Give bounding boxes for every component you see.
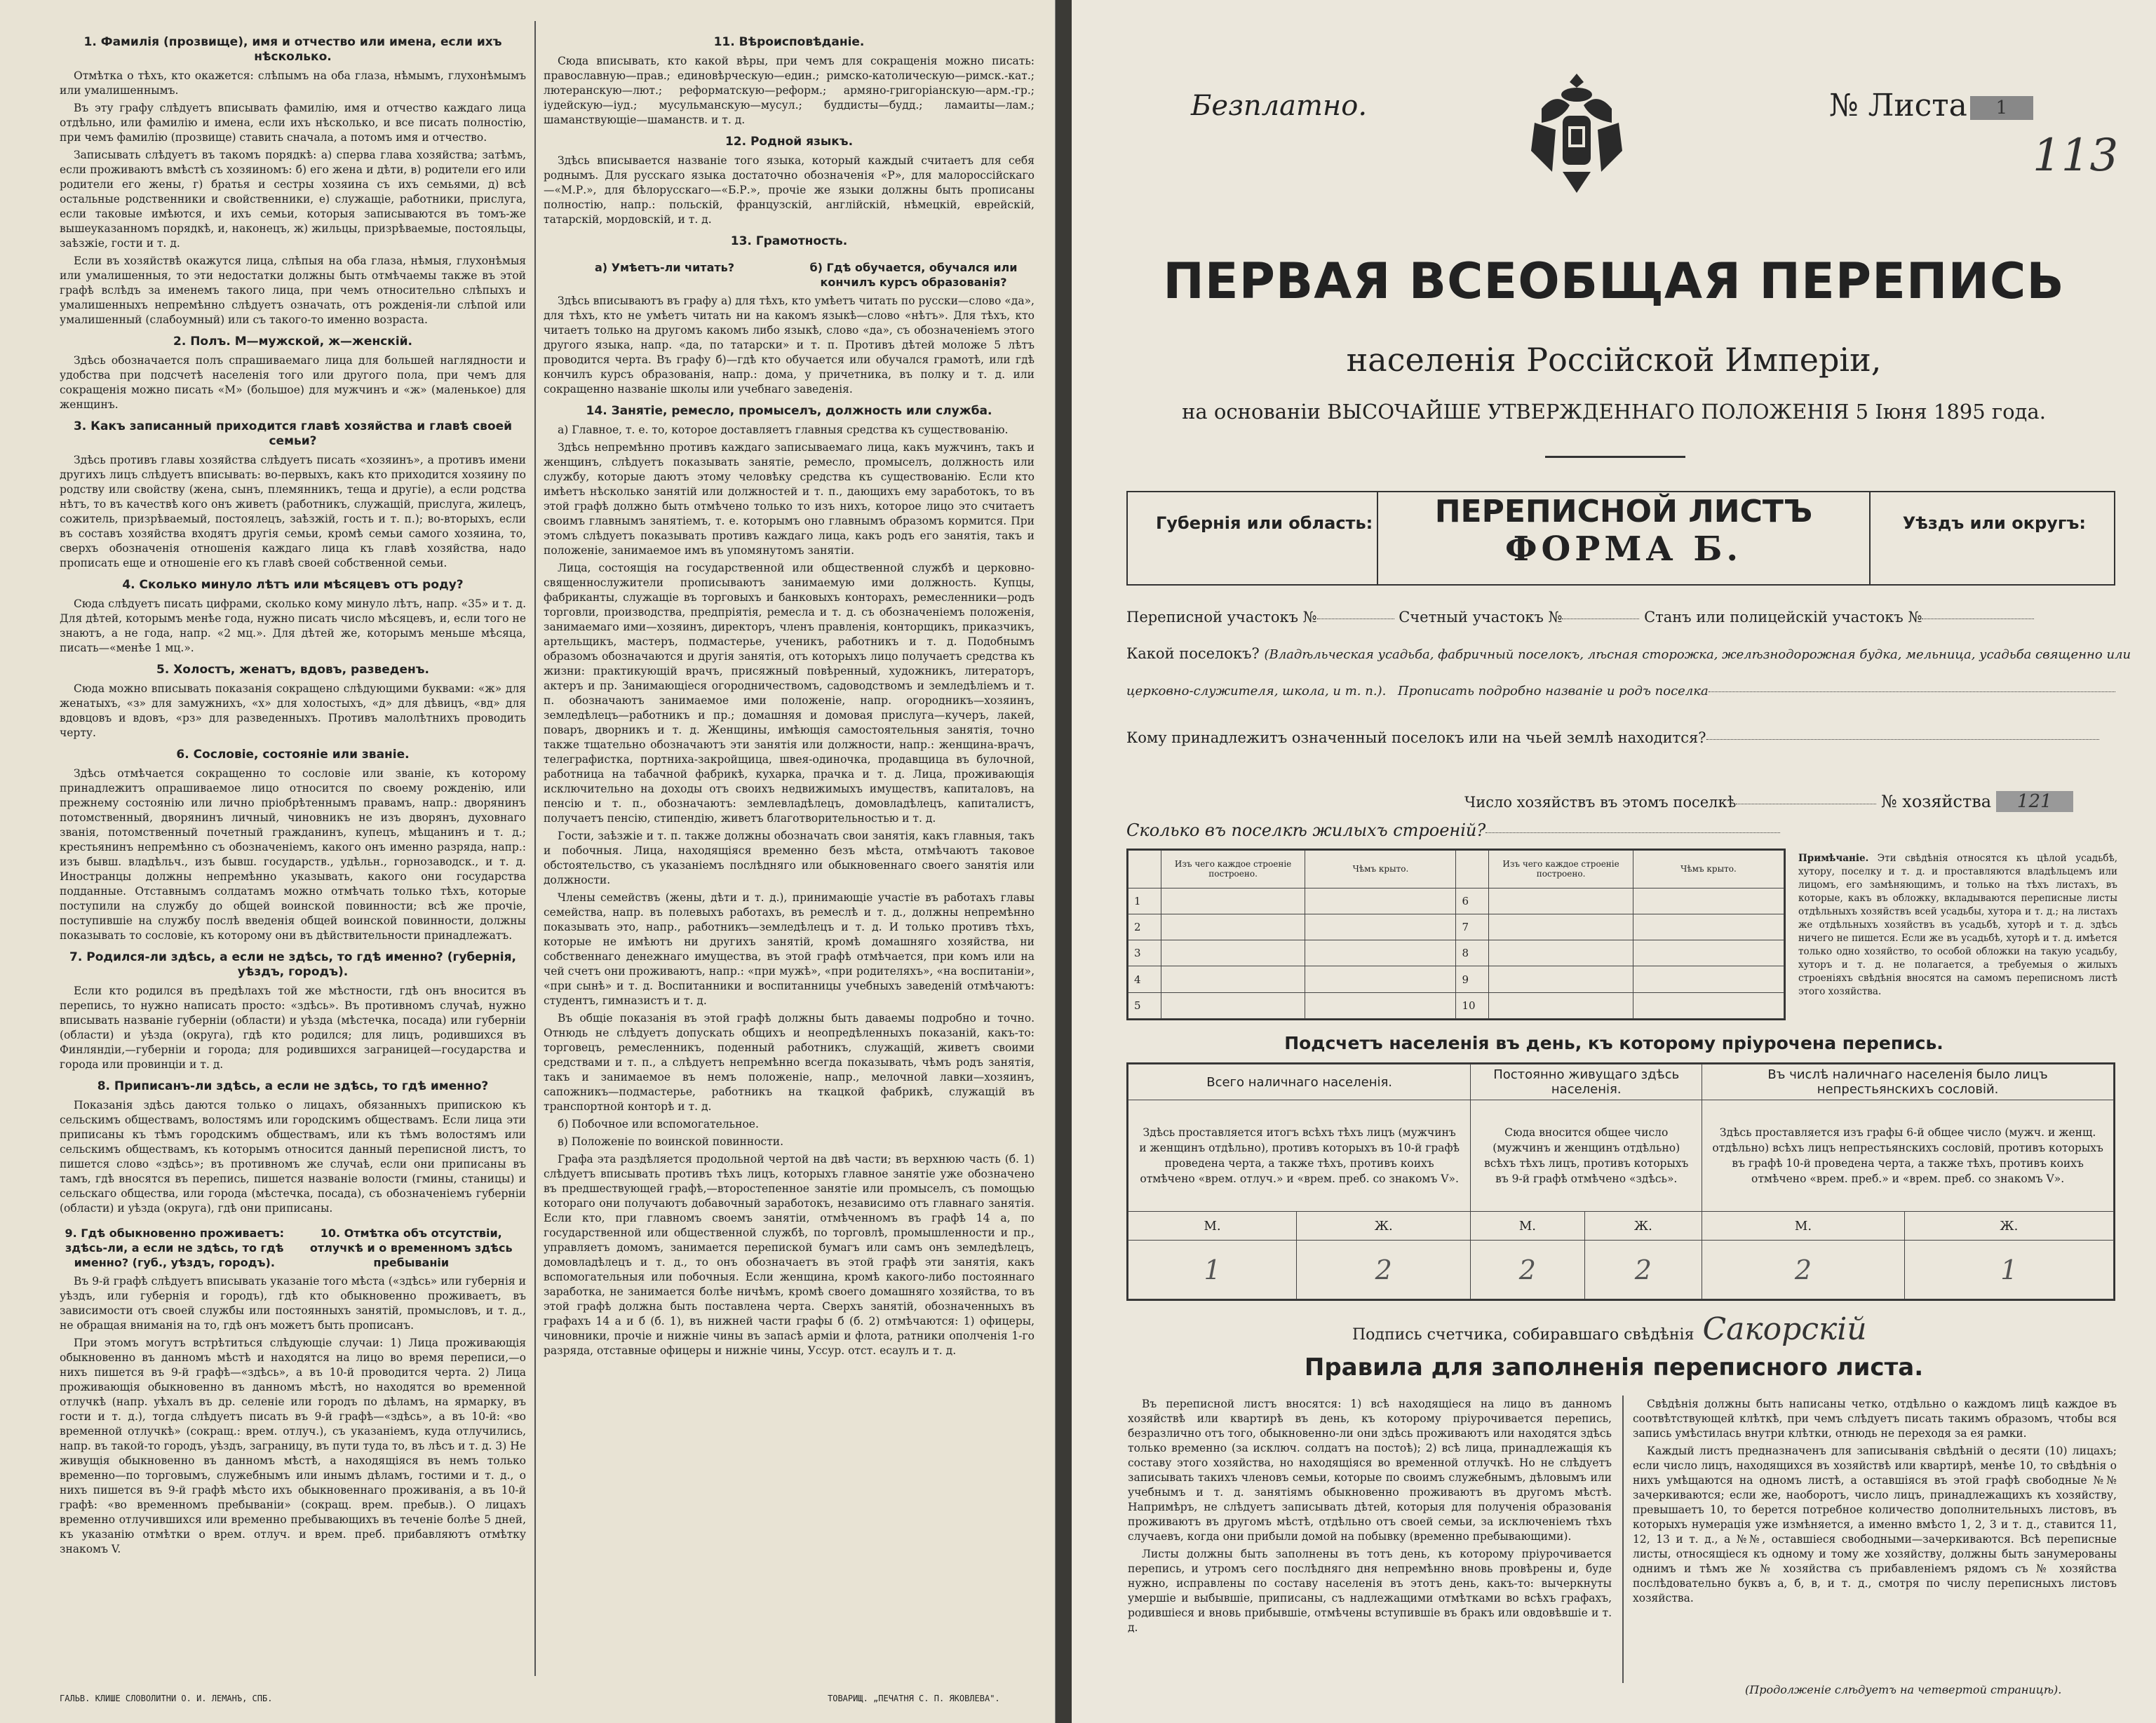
section-heading: 12. Родной языкъ. [725, 135, 854, 149]
section-paragraph: Въ 9-й графѣ слѣдуетъ вписывать указаніе того мѣста («здѣсь» или губернія и уѣздъ, или губернія и городъ), гдѣ кто обыкновенно проживаетъ, въ зависимости отъ своей службы или постоянныхъ занятій, промысловъ, и т. д., не обращая вниманія на то, гдѣ онъ можетъ быть прописанъ. [60, 1275, 526, 1332]
census-decree: на основаніи ВЫСОЧАЙШЕ УТВЕРЖДЕННАГО ПОЛОЖЕНІЯ 5 Іюня 1895 года. [1182, 400, 2046, 424]
literacy-subheading: б) Гдѣ обучается, обучался или кончилъ курсъ образованія? [809, 261, 1018, 289]
roof-header-left: Чѣмъ крыто. [1305, 851, 1456, 888]
section-paragraph: Сюда вписывать, кто какой вѣры, при чемъ для сокращенія можно писать: православную—прав.; единовѣрческую—един.; римско-католическую—римск.-кат.; лютеранскую—лют.; реформатскую—реформ.; армяно-григоріанскую—арм.-гр.; іудейскую—іуд.; мусульманскую—мусул.; буддисты—будд.; ламаиты—лам.; шаманствующіе—шаманств. и т. д. [544, 55, 1035, 126]
section-paragraph: Здѣсь вписываютъ въ графу а) для тѣхъ, кто умѣетъ читать по русски—слово «да», для тѣхъ, кто не умѣетъ читать ни на какомъ языкѣ—слово «нѣтъ». Для тѣхъ, кто читаетъ только на другомъ какомъ либо языкѣ, слово «да», съ обозначеніемъ этого другого языка, напр. «да, по татарски» и т. п. Противъ дѣтей моложе 5 лѣтъ проводится черта. Въ графу б)—гдѣ кто обучается или обучался грамотѣ, или гдѣ кончилъ курсъ образованія, напр.: дома, у причетника, въ полку и т. д. или сокращенно названіе школы или учебнаго заведенія. [544, 295, 1035, 396]
continued-note: (Продолженіе слѣдуетъ на четвертой страницѣ). [1745, 1683, 2062, 1696]
section-heading: 9. Гдѣ обыкновенно проживаетъ: здѣсь-ли, а если не здѣсь, то гдѣ именно? (губ., уѣздъ, городъ). [65, 1227, 285, 1269]
form-title-box [1377, 491, 1871, 586]
section-paragraph: Въ эту графу слѣдуетъ вписывать фамилію, имя и отчество каждаго лица отдѣльно, или фамилію и имена, если ихъ нѣсколько, и все писать полностію, при чемъ фамилію (прозвище) ставить сначала, а потомъ имя и отчество. [60, 102, 526, 144]
non-peasant-header: Въ числѣ наличнаго населенія было лицъ непрестьянскихъ сословій. [1702, 1065, 2114, 1100]
section-heading: 11. Вѣроисповѣданіе. [713, 35, 865, 49]
material-header-right: Изъ чего каждое строеніе построено. [1489, 851, 1633, 888]
section-paragraph: Здѣсь непремѣнно противъ каждаго записываемаго лица, какъ мужчинъ, такъ и женщинъ, слѣдуетъ показывать занятіе, ремесло, промыселъ, должность или службу, которые даютъ этому человѣку средства къ существованію. Если кто имѣетъ нѣсколько занятій или должностей и т. п., дающихъ ему заработокъ, то въ этой графѣ должно быть отмѣчено только то изъ нихъ, которое лицо это считаетъ своимъ главнымъ занятіемъ, т. е. которымъ оно главнымъ образомъ кормится. При этомъ слѣдуетъ показывать противъ каждаго лица, какъ родъ его занятія, такъ и положеніе, занимаемое имъ въ упомянутомъ занятіи. [544, 441, 1035, 557]
imprint-right: ТОВАРИЩ. „ПЕЧАТНЯ С. П. ЯКОВЛЕВА". [828, 1694, 1000, 1703]
column-divider [534, 21, 536, 1676]
rules-divider [1622, 1396, 1624, 1683]
literacy-subheading: а) Умѣетъ-ли читать? [594, 261, 735, 274]
section-paragraph: Гости, заѣзжіе и т. п. также должны обозначать свои занятія, какъ главныя, такъ и побочныя. Лица, находящіяся временно безъ мѣста, отмѣчаютъ таковое обстоятельство, съ указаніемъ послѣдняго или обыкновеннаго своего занятія или должности. [544, 830, 1035, 886]
section-paragraph: Если въ хозяйствѣ окажутся лица, слѣпыя на оба глаза, нѣмыя, глухонѣмыя или умалишенныя, то эти недостатки должны быть отмѣчаемы также въ этой графѣ вслѣдъ за именемъ такого лица, при чемъ относительно слѣпыхъ и умалишенныхъ непремѣнно слѣдуетъ означать, отъ рожденія-ли слѣпой или умалишенный (слабоумный) или съ такого-то именно возраста. [60, 255, 526, 326]
resident-male-value: 2 [1471, 1241, 1584, 1299]
section-heading: 4. Сколько минуло лѣтъ или мѣсяцевъ отъ роду? [122, 578, 464, 592]
section-heading: 3. Какъ записанный приходится главѣ хозяйства и главѣ своей семьи? [73, 419, 513, 448]
section-paragraph: в) Положеніе по воинской повинности. [558, 1135, 784, 1148]
counting-district-label: Счетный участокъ № [1399, 609, 1563, 626]
settlement-hint-3: Прописать подробно названіе и родъ поселка [1398, 684, 1709, 698]
police-district-label: Станъ или полицейскій участокъ № [1644, 609, 1922, 626]
book-binding [1056, 0, 1072, 1723]
section-paragraph: Здѣсь вписывается названіе того языка, который каждый считаетъ для себя роднымъ. Для русскаго языка достаточно обозначенія «Р», для малороссійскаго—«М.Р.», для бѣлорусскаго—«Б.Р.», прочіе же языки должны быть прописаны полностію, напр.: польскій, французскій, англійскій, нѣмецкій, еврейскій, татарскій, мордовскій, и т. д. [544, 154, 1035, 226]
household-number-value: 121 [1996, 791, 2073, 812]
building-roof-cell [1633, 992, 1784, 1018]
signature-label: Подпись счетчика, собиравшаго свѣдѣнія [1352, 1326, 1695, 1344]
section-paragraph: Если кто родился въ предѣлахъ той же мѣстности, гдѣ онъ вносится въ перепись, то нужно написать просто: «здѣсь». Въ противномъ случаѣ, нужно вписывать названіе губерніи (области) и уѣзда (мѣстечка, посада) или губерніи (области) и уѣзда (округа), гдѣ кто родился; для лицъ, родившихся въ Финляндіи,—губерніи и города; для родившихся заграницей—государства и города или провинціи и т. д. [60, 985, 526, 1071]
building-number: 4 [1128, 966, 1161, 992]
male-header: М. [1128, 1212, 1297, 1241]
owner-label: Кому принадлежитъ означенный поселокъ или на чьей землѣ находится? [1126, 729, 1706, 746]
building-number: 8 [1456, 940, 1489, 966]
building-row [1128, 966, 1784, 992]
section-heading: 5. Холостъ, женатъ, вдовъ, разведенъ. [156, 663, 429, 677]
households-line [1464, 791, 2073, 812]
building-material-cell [1489, 992, 1633, 1018]
building-roof-cell [1305, 966, 1456, 992]
section-heading: 1. Фамилія (прозвище), имя и отчество или имена, если ихъ нѣсколько. [83, 35, 502, 64]
rules-column-left [1128, 1397, 1612, 1638]
building-material-cell [1489, 966, 1633, 992]
form-header-box [1126, 491, 2115, 586]
section-heading: 7. Родился-ли здѣсь, а если не здѣсь, то гдѣ именно? (губернія, уѣздъ, городъ). [69, 950, 516, 979]
settlement-line-2 [1126, 682, 2115, 698]
building-roof-cell [1633, 940, 1784, 966]
section-paragraph: а) Главное, т. е. то, которое доставляетъ главныя средства къ существованію. [558, 424, 1009, 436]
rule-paragraph: Свѣдѣнія должны быть написаны четко, отдѣльно о каждомъ лицѣ каждое въ соотвѣтствующей клѣткѣ, при чемъ слѣдуетъ писать такимъ образомъ, чтобы вся запись умѣстилась внутри клѣтки, отнюдь не переходя за ея рамки. [1633, 1398, 2117, 1440]
building-number: 3 [1128, 940, 1161, 966]
building-number: 2 [1128, 914, 1161, 940]
population-count-heading: Подсчетъ населенія въ день, къ которому пріурочена перепись. [1284, 1033, 1943, 1053]
building-number: 6 [1456, 888, 1489, 914]
right-page [1072, 0, 2156, 1723]
building-roof-cell [1305, 992, 1456, 1018]
building-number: 9 [1456, 966, 1489, 992]
imprint-left: ГАЛЬВ. КЛИШЕ СЛОВОЛИТНИ О. И. ЛЕМАНЪ, СПБ. [60, 1694, 273, 1703]
handwritten-sheet-number: 113 [2033, 130, 2119, 182]
section-paragraph: Лица, состоящія на государственной или общественной службѣ и церковно-священнослужители прописываютъ занимаемую ими должность. Купцы, фабриканты, служащіе въ торговыхъ и банковыхъ конторахъ, ремесленники—родъ торговли, производства, предпріятія, ремесла и т. д. съ обозначеніемъ положенія, занимаемаго ими—хозяинъ, директоръ, членъ правленія, конторщикъ, приказчикъ, артельщикъ, мастеръ, подмастерье, ученикъ, работникъ и т. д. Подобнымъ образомъ обозначаются и другія занятія, отъ которыхъ лицо получаетъ средства къ жизни: практикующій врачъ, присяжный повѣренный, художникъ, литераторъ, актеръ и пр. Занимающіеся огородничествомъ, садоводствомъ и земледѣліемъ и т. п. обозначаютъ занимаемое ими положеніе, напр. огородникъ—хозяинъ, земледѣлецъ—работникъ и пр.; домашняя и домовая прислуга—кучеръ, лакей, поваръ, дворникъ и т. д. Женщины, имѣющія самостоятельныя занятія, точно также тщательно обозначаютъ эти занятія или должности, напр.: женщина-врачъ, телеграфистка, портниха-закройщица, швея-одиночка, продавщица въ булочной, работница на табачной фабрикѣ, кухарка, прачка и т. д. Лица, проживающія исключительно на доходы отъ своихъ недвижимыхъ имуществъ, капиталовъ, на пенсію и т. п., обозначаютъ: землевладѣлецъ, домовладѣлецъ, капиталистъ, получаетъ пенсію, стипендію, живетъ благотворительностью и т. д. [544, 562, 1035, 825]
present-population-desc: Здѣсь проставляется итогъ всѣхъ тѣхъ лицъ (мужчинъ и женщинъ отдѣльно), противъ которыхъ въ 10-й графѣ проведена черта, а также тѣхъ, противъ коихъ отмѣчено «врем. отлуч.» и «врем. преб. со знакомъ V». [1128, 1100, 1471, 1212]
section-paragraph: Отмѣтка о тѣхъ, кто окажется: слѣпымъ на оба глаза, нѣмымъ, глухонѣмымъ или умалишеннымъ. [60, 69, 526, 97]
section-heading-pair [60, 1219, 526, 1274]
building-material-cell [1161, 940, 1305, 966]
building-material-cell [1489, 940, 1633, 966]
census-title: ПЕРВАЯ ВСЕОБЩАЯ ПЕРЕПИСЬ [1163, 252, 2065, 310]
district-line [1126, 609, 2034, 626]
buildings-table [1126, 849, 1786, 1020]
building-material-cell [1161, 888, 1305, 914]
rules-column-right [1633, 1397, 2117, 1609]
section-heading: 10. Отмѣтка объ отсутствіи, отлучкѣ и о временномъ здѣсь пребываніи [309, 1227, 513, 1269]
building-row [1128, 992, 1784, 1018]
section-paragraph: При этомъ могутъ встрѣтиться слѣдующіе случаи: 1) Лица проживающія обыкновенно въ данномъ мѣстѣ и находятся на лицо во время переписи,—о нихъ пишется въ 9-й графѣ—«здѣсь», а въ 10-й проводится черта. 2) Лица проживающія обыкновенно въ данномъ мѣстѣ, но находятся во временной отлучкѣ (напр. уѣхалъ въ др. селеніе или городъ по дѣламъ, на ярмарку, въ гости и т. д.), тогда слѣдуетъ писать въ 9-й графѣ—«здѣсь», а въ 10-й: «во временной отлучкѣ» (сокращ.: врем. отлуч.), съ указаніемъ, куда отлучились, напр. въ такой-то городъ, уѣздъ, заграницу, въ пути туда то, въ лѣсъ и т. д. 3) Не живущія обыкновенно въ данномъ мѣстѣ, а находящіяся въ немъ только временно—по торговымъ, служебнымъ или инымъ дѣламъ, гостими и т. д., о нихъ пишется въ 9-й графѣ мѣсто ихъ обыкновеннаго проживанія, а въ 10-й графѣ: «во временномъ пребываніи» (сокращ. врем. пребыв.). О лицахъ временно отлучившихся или временно пребывающихъ въ теченіе болѣе 5 дней, къ указанію отмѣтки о врем. отлуч. и врем. преб. прибавляютъ отмѣтку знакомъ V. [60, 1337, 526, 1555]
building-roof-cell [1305, 940, 1456, 966]
section-paragraph: Въ общіе показанія въ этой графѣ должны быть даваемы подробно и точно. Отнюдь не слѣдуетъ допускать общихъ и неопредѣленныхъ показаній, какъ-то: торговецъ, ремесленникъ, поденный работникъ, служащій, живетъ своими средствами и т. п., а слѣдуетъ непремѣнно всегда показывать, чѣмъ родъ занятія, такъ и занимаемое въ немъ положеніе, напр., мелочной лавки—хозяинъ, сапожникъ—подмастерье, работникъ на ткацкой фабрикѣ, служащій въ транспортной конторѣ и т. д. [544, 1012, 1035, 1113]
section-paragraph: Здѣсь обозначается полъ спрашиваемаго лица для большей наглядности и удобства при подсчетѣ населенія того или другого пола, при чемъ для сокращенія можно писать «М» (большое) для мужчинъ и «ж» (маленькое) для женщинъ. [60, 354, 526, 411]
building-roof-cell [1633, 914, 1784, 940]
sheet-number-label: № Листа [1829, 88, 1967, 123]
household-number-label: № хозяйства [1880, 792, 1992, 811]
left-page [0, 0, 1056, 1723]
building-number: 5 [1128, 992, 1161, 1018]
section-heading: 8. Приписанъ-ли здѣсь, а если не здѣсь, то гдѣ именно? [97, 1079, 489, 1093]
enumerator-signature-line [1352, 1311, 1867, 1347]
female-header: Ж. [1584, 1212, 1702, 1241]
building-material-cell [1161, 992, 1305, 1018]
settlement-line [1126, 645, 2131, 662]
non-peasant-male-value: 2 [1702, 1241, 1905, 1299]
male-header: М. [1702, 1212, 1905, 1241]
section-paragraph: Сюда слѣдуетъ писать цифрами, сколько кому минуло лѣтъ, напр. «35» и т. д. Для дѣтей, которымъ менѣе года, нужно писать число мѣсяцевъ, и, если того не знаютъ, а не года, напр. «2 мц.». Для дѣтей же, которымъ меньше мѣсяца, писать—«менѣе 1 мц.». [60, 597, 526, 654]
form-title: ПЕРЕПИСНОЙ ЛИСТЪ [1434, 494, 1813, 529]
note-title: Примѣчаніе. [1798, 853, 1869, 864]
present-male-value: 1 [1128, 1241, 1297, 1299]
roof-header-right: Чѣмъ крыто. [1633, 851, 1784, 888]
rule-paragraph: Листы должны быть заполнены въ тотъ день, къ которому пріурочивается перепись, и утромъ сего послѣдняго дня непремѣнно вновь провѣрены и, буде нужно, исправлены по составу населенія въ этотъ день, какъ-то: вычеркнуты умершіе и выбывшіе, приписаны, съ надлежащими отмѣтками во всѣхъ графахъ, родившіеся и вновь прибывшіе, отмѣчены вступившіе въ бракъ или овдовѣвшіе и т. д. [1128, 1548, 1612, 1634]
building-row [1128, 940, 1784, 966]
section-heading: 13. Грамотность. [730, 234, 848, 248]
settlement-label: Какой поселокъ? [1126, 645, 1260, 662]
signature: Сакорскій [1702, 1311, 1867, 1347]
building-material-cell [1161, 966, 1305, 992]
sheet-number-stamp: 1 [1970, 96, 2033, 120]
settlement-hint-2: церковно-служителя, школа, и т. п.). [1126, 684, 1387, 698]
non-peasant-female-value: 1 [1904, 1241, 2113, 1299]
section-paragraph: б) Побочное или вспомогательное. [558, 1118, 759, 1130]
building-material-cell [1489, 888, 1633, 914]
census-subtitle: населенія Россійской Имперіи, [1346, 341, 1882, 379]
section-paragraph: Здѣсь отмѣчается сокращенно то сословіе или званіе, къ которому принадлежитъ опрашиваемое лицо относится по своему рожденію, или прежнему состоянію или лично пріобрѣтеннымъ правамъ, напр.: дворянинъ потомственный, дворянинъ личный, чиновникъ не изъ дворянъ, духовнаго званія, потомственный почетный гражданинъ, купецъ, мѣщанинъ и т. д.; крестьянинъ непремѣнно съ обозначеніемъ, какого онъ именно разряда, напр.: изъ бывш. владѣльч., изъ бывш. государств., удѣльн., горнозаводск., и т. д. Иностранцы должны непремѣнно указывать, какого они государства подданные. Отставнымъ солдатамъ можно отмѣчать только тѣхъ, которые поступили на службу до общей воинской повинности; всѣ же прочіе, поступившіе на службу послѣ введенія общей воинской повинности, должны показывать то сословіе, къ которому они въ дѣйствительности принадлежатъ. [60, 767, 526, 942]
resident-population-header: Постоянно живущаго здѣсь населенія. [1471, 1065, 1702, 1100]
section-paragraph: Показанія здѣсь даются только о лицахъ, обязанныхъ припискою къ сельскимъ обществамъ, волостямъ или городскимъ обществамъ. Если лица эти приписаны къ тѣмъ городскимъ обществамъ, или къ тѣмъ волостямъ или сельскимъ обществамъ, къ которымъ относится данный переписной листъ, то пишется слово «здѣсь»; въ противномъ же случаѣ, если они приписаны въ тамъ, гдѣ вносятся въ перепись, пишется названіе волости (гмины, станицы) и сельскаго общества, или города (мѣстечка, посада), съ обозначеніемъ губерніи (области) и уѣзда (округа), гдѣ они приписаны. [60, 1099, 526, 1215]
buildings-line [1126, 820, 1780, 840]
owner-line [1126, 729, 2099, 746]
present-female-value: 2 [1297, 1241, 1471, 1299]
building-number: 7 [1456, 914, 1489, 940]
literacy-subheadings [544, 253, 1035, 294]
building-material-cell [1161, 914, 1305, 940]
census-district-label: Переписной участокъ № [1126, 609, 1317, 626]
rules-heading: Правила для заполненія переписного листа. [1304, 1353, 1924, 1381]
double-headed-eagle-icon [1521, 67, 1633, 200]
male-header: М. [1471, 1212, 1584, 1241]
building-number: 1 [1128, 888, 1161, 914]
households-count-label: Число хозяйствъ въ этомъ поселкѣ [1464, 794, 1737, 811]
section-heading: 2. Полъ. М—мужской, ж—женскій. [173, 335, 413, 349]
section-heading: 6. Сословіе, состояніе или званіе. [176, 748, 410, 762]
instructions-column-right [544, 28, 1035, 1660]
free-label: Безплатно. [1191, 90, 1368, 122]
section-paragraph: Здѣсь противъ главы хозяйства слѣдуетъ писать «хозяинъ», а противъ имени другихъ лицъ слѣдуетъ вписывать: во-первыхъ, какъ кто приходится хозяину по родству или свойству (жена, сынъ, племянникъ, теща и другіе), а если родства нѣтъ, то въ качествѣ кого онъ живетъ (работникъ, служащій, прислуга, жилецъ, сожитель, призрѣваемый, постоялецъ, заѣзжій, гость и т. п.); во-вторыхъ, если въ составъ хозяйства входятъ другія семьи, кромѣ семьи самого хозяина, то, сверхъ обозначенія отношенія каждаго лица къ главѣ хозяйства, надо прописать еще и отношеніе его къ главѣ своей собственной семьи. [60, 454, 526, 569]
resident-female-value: 2 [1584, 1241, 1702, 1299]
female-header: Ж. [1904, 1212, 2113, 1241]
section-paragraph: Графа эта раздѣляется продольной чертой на двѣ части; въ верхнюю часть (б. 1) слѣдуетъ вписывать противъ тѣхъ лицъ, которыхъ главное занятіе уже обозначено въ предшествующей графѣ,—второстепенное занятіе или промыселъ, съ помощью котораго они получаютъ добавочный заработокъ, независимо отъ главнаго занятія. Если кто, при главномъ своемъ занятіи, отмѣченномъ въ графѣ 14 а, по государственной или общественной службѣ, по торговлѣ, промышленности и пр., управляетъ домомъ, занимается перепиской бумагъ или самъ онъ земледѣлецъ, домовладѣлецъ и т. д., то онъ обозначаетъ въ этой графѣ эти занятія, какъ вспомогательныя или побочныя. Если женщина, кромѣ какого-либо постояннаго заработка, не занимается болѣе ничѣмъ, кромѣ своего домашняго хозяйства, то въ этой графѣ должна быть поставлена черта. Сверхъ занятій, обозначенныхъ въ графахъ 14 а и б (б. 1), въ нижней части графы б (б. 2) отмѣчаются: 1) офицеры, чиновники, прочіе и нижніе чины въ запасѣ арміи и флота, ратники ополченія 1-го разряда, отставные офицеры и нижніе чины, Уссур. отст. есаулъ и т. д. [544, 1153, 1035, 1357]
buildings-note [1798, 852, 2117, 999]
rule-paragraph: Каждый листъ предназначенъ для записыванія свѣдѣній о десяти (10) лицахъ; если число лицъ, находящихся въ хозяйствѣ или квартирѣ, менѣе 10, то свѣдѣнія о нихъ умѣщаются на одномъ листѣ, а оставшіяся въ этой графѣ свободные №№ зачеркиваются; если же, наоборотъ, число лицъ, принадлежащихъ къ хозяйству, превышаетъ 10, то берется потребное количество дополнительныхъ листовъ, въ которыхъ нумерація уже измѣняется, а именно вмѣсто 1, 2, 3 и т. д., ставится 11, 12, 13 и т. д., а №№, оставшіеся свободными—зачеркиваются. Всѣ переписные листы, относящіеся къ одному и тому же хозяйству, должны быть занумерованы однимъ и тѣмъ же № хозяйства съ прибавленіемъ рядомъ съ № хозяйства послѣдовательно буквъ а, б, в, и т. д., смотря по числу переписныхъ листовъ хозяйства. [1633, 1445, 2117, 1604]
female-header: Ж. [1297, 1212, 1471, 1241]
section-paragraph: Члены семействъ (жены, дѣти и т. д.), принимающіе участіе въ работахъ главы семейства, напр. въ полевыхъ работахъ, въ ремеслѣ и т. д., должны непремѣнно показывать это, напр., работникъ—земледѣлецъ и т. д. И только противъ тѣхъ, которые не имѣютъ ни другихъ занятій, кромѣ домашняго хозяйства, ни собственнаго денежнаго имущества, въ этой графѣ отмѣчается, при комъ или на чей счетъ они проживаютъ, напр.: «при мужѣ», «при родителяхъ», «на воспитаніи», «при сынѣ» и т. д. Воспитанники и воспитанницы учебныхъ заведеній отмѣчаютъ: студентъ, гимназистъ и т. д. [544, 891, 1035, 1007]
buildings-label: Сколько въ поселкѣ жилыхъ строеній? [1126, 820, 1486, 840]
material-header-left: Изъ чего каждое строеніе построено. [1161, 851, 1305, 888]
building-roof-cell [1305, 888, 1456, 914]
non-peasant-desc: Здѣсь проставляется изъ графы 6-й общее число (мужч. и женщ. отдѣльно) всѣхъ лицъ непрестьянскихъ сословій, противъ которыхъ въ графѣ 10-й проведена черта, а также тѣхъ, противъ коихъ отмѣчено «врем. преб.» и «врем. преб. со знакомъ V». [1702, 1100, 2114, 1212]
population-count-table [1126, 1062, 2115, 1301]
section-paragraph: Сюда можно вписывать показанія сокращено слѣдующими буквами: «ж» для женатыхъ, «з» для замужнихъ, «х» для холостыхъ, «д» для дѣвицъ, «вд» для вдовцовъ и вдовъ, «рз» для разведенныхъ. Противъ малолѣтнихъ проводить черту. [60, 682, 526, 739]
resident-population-desc: Сюда вносится общее число (мужчинъ и женщинъ отдѣльно) всѣхъ тѣхъ лицъ, противъ которыхъ въ 9-й графѣ отмѣчено «здѣсь». [1471, 1100, 1702, 1212]
title-rule [1545, 456, 1685, 458]
settlement-hint: (Владѣльческая усадьба, фабричный поселокъ, лѣсная сторожка, желѣзнодорожная будка, мельница, усадьба священно или [1264, 647, 2131, 662]
building-row [1128, 914, 1784, 940]
instructions-column-left [60, 28, 526, 1660]
building-roof-cell [1633, 888, 1784, 914]
rule-paragraph: Въ переписной листъ вносятся: 1) всѣ находящіеся на лицо въ данномъ хозяйствѣ или квартирѣ въ день, къ которому пріурочивается перепись, безразлично отъ того, обыкновенно-ли они здѣсь проживаютъ или находятся здѣсь только временно (за исключ. солдатъ на постоѣ); 2) всѣ лица, принадлежащія къ составу этого хозяйства, но находящіяся во временной отлучкѣ. Но не слѣдуетъ записывать такихъ членовъ семьи, которые по своимъ служебнымъ, дѣловымъ или учебнымъ и т. д. занятіямъ обыкновенно проживаютъ въ другомъ мѣстѣ. Напримѣръ, не слѣдуетъ записывать дѣтей, которыя для полученія образованія проживаютъ въ другомъ мѣстѣ, отдѣльно отъ своей семьи, за исключеніемъ тѣхъ случаевъ, когда они прибыли домой на побывку (временно пребывающими). [1128, 1398, 1612, 1543]
building-row [1128, 888, 1784, 914]
building-number: 10 [1456, 992, 1489, 1018]
building-roof-cell [1633, 966, 1784, 992]
sheet-number [1829, 88, 2033, 123]
gubernia-label: Губернія или область: [1156, 513, 1373, 533]
uezd-label: Уѣздъ или округъ: [1902, 513, 2086, 533]
building-roof-cell [1305, 914, 1456, 940]
note-text: Эти свѣдѣнія относятся къ цѣлой усадьбѣ, хутору, поселку и т. д. и проставляются владѣльцемъ или лицомъ, его замѣняющимъ, и только на тѣхъ листахъ, въ которые, какъ въ обложку, вкладываются переписные листы отдѣльныхъ хозяйствъ всей усадьбы, хутора и т. д.; на листахъ же отдѣльныхъ хозяйствъ въ усадьбѣ, хуторѣ и т. д. здѣсь ничего не пишется. Если же въ усадьбѣ, хуторѣ и т. д. имѣется только одно хозяйство, то особой обложки на такую усадьбу, хуторъ и т. д. не полагается, а требуемыя о жилыхъ строеніяхъ свѣдѣнія вносятся на самомъ переписномъ листѣ этого хозяйства. [1798, 853, 2117, 997]
section-paragraph: Записывать слѣдуетъ въ такомъ порядкѣ: а) сперва глава хозяйства; затѣмъ, если проживаютъ вмѣстѣ съ хозяиномъ: б) его жена и дѣти, в) родители его или родители его жены, г) братья и сестры хозяина съ ихъ семьями, д) всѣ остальные родственники и свойственники, е) служащіе, работники, прислуга, если таковые имѣются, и ихъ семьи, которыя записываются въ томъ-же вышеуказанномъ порядкѣ, и, наконецъ, ж) жильцы, призрѣваемые, постояльцы, заѣзжіе, гости и т. д. [60, 149, 526, 250]
present-population-header: Всего наличнаго населенія. [1128, 1065, 1471, 1100]
section-heading: 14. Занятіе, ремесло, промыселъ, должность или служба. [586, 404, 992, 418]
form-type: ФОРМА Б. [1504, 529, 1743, 569]
building-material-cell [1489, 914, 1633, 940]
